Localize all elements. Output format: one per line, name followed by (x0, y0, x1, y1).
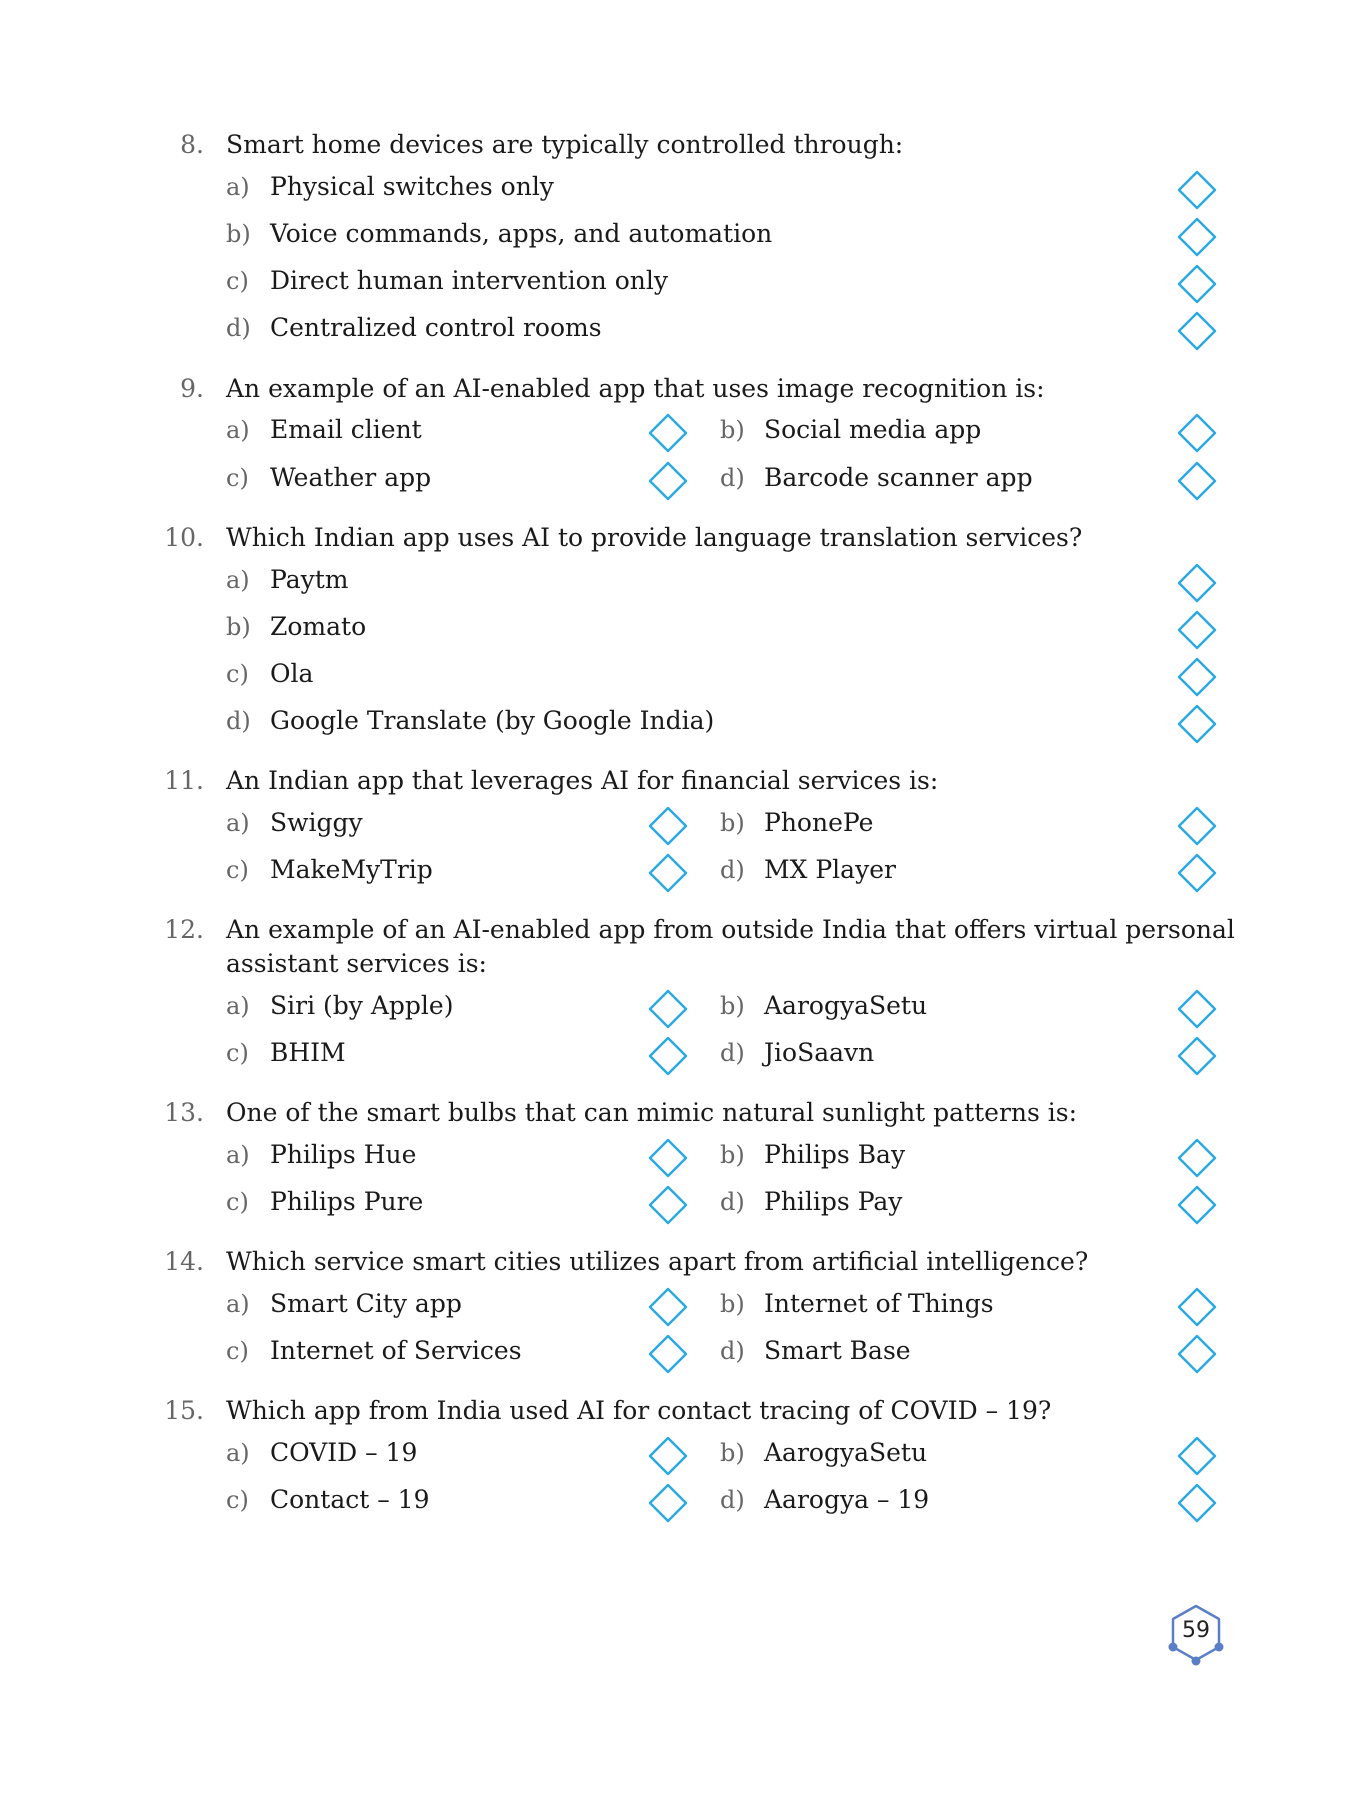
option-letter: c) (226, 1337, 249, 1365)
option-letter: d) (720, 1486, 745, 1514)
answer-checkbox[interactable] (1176, 704, 1218, 746)
option-text: Philips Pure (270, 1187, 424, 1216)
option-text: Direct human intervention only (270, 266, 668, 295)
option-row (226, 986, 626, 1026)
answer-checkbox[interactable] (1176, 1185, 1218, 1227)
question-number: 14. (164, 1247, 204, 1276)
option-letter: b) (226, 220, 251, 248)
answer-checkbox[interactable] (1176, 853, 1218, 895)
answer-checkbox[interactable] (647, 1334, 689, 1376)
page-number-badge (1164, 1600, 1228, 1668)
option-letter: a) (226, 1290, 250, 1318)
option-letter: b) (720, 1290, 745, 1318)
answer-checkbox[interactable] (1176, 1483, 1218, 1525)
option-letter: a) (226, 1439, 250, 1467)
answer-checkbox[interactable] (1176, 563, 1218, 605)
answer-checkbox[interactable] (1176, 413, 1218, 455)
diamond-checkbox-icon (1176, 1334, 1218, 1376)
diamond-checkbox-icon (1176, 563, 1218, 605)
answer-checkbox[interactable] (1176, 217, 1218, 259)
question-text: Smart home devices are typically controlled through: (226, 130, 904, 159)
question-text: Which Indian app uses AI to provide language translation services? (226, 523, 1083, 552)
option-row (720, 1284, 1120, 1324)
option-letter: b) (720, 1439, 745, 1467)
answer-checkbox[interactable] (647, 413, 689, 455)
option-letter: d) (720, 1039, 745, 1067)
answer-checkbox[interactable] (1176, 311, 1218, 353)
diamond-checkbox-icon (1176, 217, 1218, 259)
diamond-checkbox-icon (647, 413, 689, 455)
diamond-checkbox-icon (647, 806, 689, 848)
diamond-checkbox-icon (1176, 1483, 1218, 1525)
option-text: Weather app (270, 463, 432, 492)
option-text: AarogyaSetu (764, 1438, 928, 1467)
question-number: 12. (164, 915, 204, 944)
option-row (720, 458, 1120, 498)
answer-checkbox[interactable] (1176, 264, 1218, 306)
diamond-checkbox-icon (647, 1036, 689, 1078)
option-row (720, 1480, 1120, 1520)
option-text: Zomato (270, 612, 367, 641)
option-text: Paytm (270, 565, 349, 594)
question-text: An example of an AI-enabled app that uses image recognition is: (226, 374, 1045, 403)
diamond-checkbox-icon (647, 1287, 689, 1329)
option-row (226, 458, 626, 498)
option-letter: d) (720, 1188, 745, 1216)
diamond-checkbox-icon (1176, 311, 1218, 353)
answer-checkbox[interactable] (647, 1436, 689, 1478)
option-row (226, 560, 1026, 600)
option-text: Aarogya – 19 (764, 1485, 930, 1514)
option-row (720, 1433, 1120, 1473)
diamond-checkbox-icon (1176, 1185, 1218, 1227)
diamond-checkbox-icon (647, 1436, 689, 1478)
option-text: Email client (270, 415, 422, 444)
option-row (226, 1033, 626, 1073)
answer-checkbox[interactable] (1176, 806, 1218, 848)
option-row (226, 654, 1026, 694)
option-row (226, 701, 1026, 741)
answer-checkbox[interactable] (1176, 610, 1218, 652)
option-text: Philips Hue (270, 1140, 417, 1169)
option-letter: c) (226, 856, 249, 884)
option-letter: a) (226, 416, 250, 444)
diamond-checkbox-icon (647, 461, 689, 503)
option-letter: b) (720, 416, 745, 444)
diamond-checkbox-icon (1176, 170, 1218, 212)
option-row (720, 986, 1120, 1026)
question-number: 10. (164, 523, 204, 552)
diamond-checkbox-icon (1176, 610, 1218, 652)
option-text: Smart Base (764, 1336, 911, 1365)
diamond-checkbox-icon (1176, 1436, 1218, 1478)
option-text: Social media app (764, 415, 982, 444)
answer-checkbox[interactable] (1176, 461, 1218, 503)
option-text: Ola (270, 659, 314, 688)
answer-checkbox[interactable] (1176, 1334, 1218, 1376)
option-letter: a) (226, 992, 250, 1020)
option-letter: c) (226, 660, 249, 688)
diamond-checkbox-icon (1176, 1287, 1218, 1329)
option-row (226, 1182, 626, 1222)
option-row (226, 410, 626, 450)
diamond-checkbox-icon (1176, 806, 1218, 848)
option-letter: b) (720, 992, 745, 1020)
option-row (720, 1182, 1120, 1222)
answer-checkbox[interactable] (1176, 1436, 1218, 1478)
option-letter: a) (226, 173, 250, 201)
diamond-checkbox-icon (647, 1334, 689, 1376)
option-text: Google Translate (by Google India) (270, 706, 715, 735)
option-letter: a) (226, 1141, 250, 1169)
option-text: Internet of Things (764, 1289, 994, 1318)
option-text: Philips Bay (764, 1140, 906, 1169)
question-number: 11. (164, 766, 204, 795)
option-text: COVID – 19 (270, 1438, 418, 1467)
option-letter: c) (226, 267, 249, 295)
answer-checkbox[interactable] (647, 1138, 689, 1180)
option-text: AarogyaSetu (764, 991, 928, 1020)
answer-checkbox[interactable] (647, 806, 689, 848)
option-letter: c) (226, 1039, 249, 1067)
option-text: BHIM (270, 1038, 346, 1067)
question-text-line1: An example of an AI-enabled app from outside India that offers virtual personal (226, 915, 1235, 944)
option-row (720, 1331, 1120, 1371)
option-letter: b) (720, 809, 745, 837)
option-text: Centralized control rooms (270, 313, 602, 342)
question-text: Which app from India used AI for contact tracing of COVID – 19? (226, 1396, 1052, 1425)
option-text: Internet of Services (270, 1336, 522, 1365)
diamond-checkbox-icon (647, 1138, 689, 1180)
answer-checkbox[interactable] (647, 1287, 689, 1329)
option-letter: d) (720, 856, 745, 884)
diamond-checkbox-icon (647, 1185, 689, 1227)
option-row (720, 850, 1120, 890)
option-row (720, 410, 1120, 450)
option-letter: d) (720, 464, 745, 492)
diamond-checkbox-icon (647, 1483, 689, 1525)
answer-checkbox[interactable] (647, 989, 689, 1031)
answer-checkbox[interactable] (1176, 1287, 1218, 1329)
option-text: JioSaavn (764, 1038, 875, 1067)
question-text-line2: assistant services is: (226, 949, 487, 978)
option-row (226, 607, 1026, 647)
option-row (226, 167, 1026, 207)
diamond-checkbox-icon (1176, 657, 1218, 699)
answer-checkbox[interactable] (1176, 1036, 1218, 1078)
option-letter: c) (226, 1486, 249, 1514)
answer-checkbox[interactable] (647, 1036, 689, 1078)
diamond-checkbox-icon (1176, 989, 1218, 1031)
option-text: Contact – 19 (270, 1485, 430, 1514)
option-row (226, 1135, 626, 1175)
option-row (226, 1284, 626, 1324)
option-text: MakeMyTrip (270, 855, 433, 884)
option-letter: d) (226, 707, 251, 735)
diamond-checkbox-icon (647, 853, 689, 895)
answer-checkbox[interactable] (647, 1185, 689, 1227)
option-row (226, 1331, 626, 1371)
option-text: PhonePe (764, 808, 874, 837)
option-text: Siri (by Apple) (270, 991, 454, 1020)
question-text: Which service smart cities utilizes apart from artificial intelligence? (226, 1247, 1089, 1276)
option-letter: c) (226, 1188, 249, 1216)
diamond-checkbox-icon (1176, 461, 1218, 503)
option-letter: a) (226, 809, 250, 837)
option-row (226, 1480, 626, 1520)
option-letter: d) (720, 1337, 745, 1365)
diamond-checkbox-icon (1176, 853, 1218, 895)
option-letter: c) (226, 464, 249, 492)
answer-checkbox[interactable] (1176, 989, 1218, 1031)
diamond-checkbox-icon (1176, 1138, 1218, 1180)
option-text: Physical switches only (270, 172, 554, 201)
option-text: MX Player (764, 855, 896, 884)
question-text: An Indian app that leverages AI for financial services is: (226, 766, 939, 795)
option-row (720, 803, 1120, 843)
option-row (226, 1433, 626, 1473)
question-number: 13. (164, 1098, 204, 1127)
option-text: Voice commands, apps, and automation (270, 219, 773, 248)
option-text: Smart City app (270, 1289, 462, 1318)
answer-checkbox[interactable] (1176, 170, 1218, 212)
option-row (226, 850, 626, 890)
page-number: 59 (1182, 1618, 1210, 1643)
diamond-checkbox-icon (1176, 264, 1218, 306)
question-number: 15. (164, 1396, 204, 1425)
question-number: 8. (180, 130, 204, 159)
question-number: 9. (180, 374, 204, 403)
answer-checkbox[interactable] (647, 461, 689, 503)
answer-checkbox[interactable] (647, 853, 689, 895)
option-row (226, 308, 1026, 348)
diamond-checkbox-icon (647, 989, 689, 1031)
option-letter: d) (226, 314, 251, 342)
answer-checkbox[interactable] (1176, 657, 1218, 699)
option-row (226, 214, 1026, 254)
answer-checkbox[interactable] (1176, 1138, 1218, 1180)
option-row (720, 1135, 1120, 1175)
option-letter: b) (720, 1141, 745, 1169)
question-text: One of the smart bulbs that can mimic natural sunlight patterns is: (226, 1098, 1078, 1127)
option-text: Swiggy (270, 808, 363, 837)
answer-checkbox[interactable] (647, 1483, 689, 1525)
option-row (226, 803, 626, 843)
diamond-checkbox-icon (1176, 413, 1218, 455)
option-text: Philips Pay (764, 1187, 903, 1216)
diamond-checkbox-icon (1176, 704, 1218, 746)
option-row (720, 1033, 1120, 1073)
option-text: Barcode scanner app (764, 463, 1033, 492)
diamond-checkbox-icon (1176, 1036, 1218, 1078)
option-row (226, 261, 1026, 301)
option-letter: b) (226, 613, 251, 641)
option-letter: a) (226, 566, 250, 594)
